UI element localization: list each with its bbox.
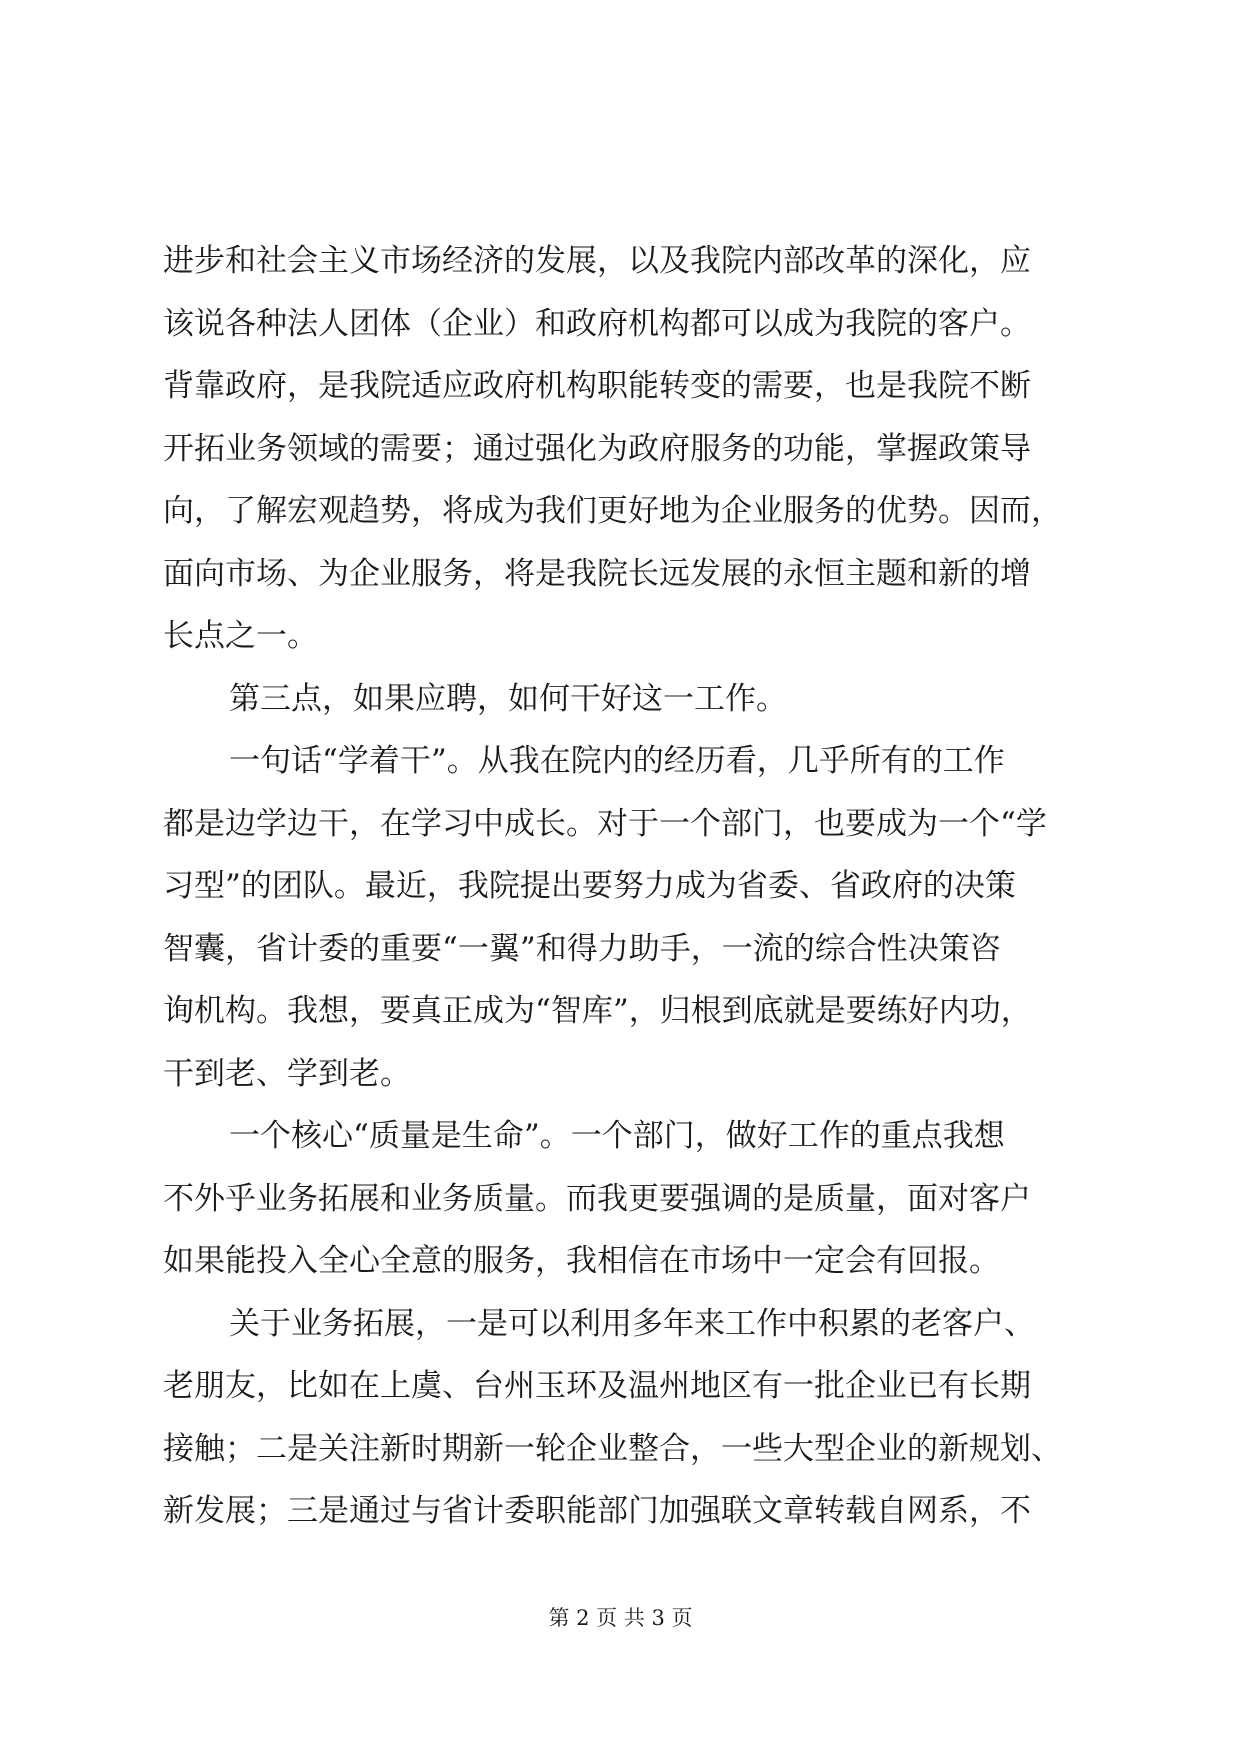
text-line: 不外乎业务拓展和业务质量。而我更要强调的是质量，面对客户	[163, 1180, 1031, 1217]
text-line: 进步和社会主义市场经济的发展，以及我院内部改革的深化，应	[163, 243, 1031, 279]
text-line: 向，了解宏观趋势，将成为我们更好地为企业服务的优势。因而，	[163, 493, 1062, 529]
text-line: 一个核心“质量是生命”。一个部门，做好工作的重点我想	[229, 1118, 1005, 1154]
text-line: 面向市场、为企业服务，将是我院长远发展的永恒主题和新的增	[163, 555, 1031, 592]
document-body	[163, 230, 1083, 1543]
text-line: 习型”的团队。最近，我院提出要努力成为省委、省政府的决策	[163, 868, 1016, 904]
text-line: 关于业务拓展，一是可以利用多年来工作中积累的老客户、	[229, 1305, 1035, 1342]
text-line: 老朋友，比如在上虞、台州玉环及温州地区有一批企业已有长期	[163, 1368, 1031, 1404]
text-line: 新发展；三是通过与省计委职能部门加强联文章转载自网系，不	[163, 1493, 1031, 1529]
text-line: 询机构。我想，要真正成为“智库”，归根到底就是要练好内功，	[163, 993, 1032, 1029]
text-line: 背靠政府，是我院适应政府机构职能转变的需要，也是我院不断	[163, 368, 1031, 404]
text-line: 接触；二是关注新时期新一轮企业整合，一些大型企业的新规划、	[163, 1430, 1062, 1467]
text-line: 长点之一。	[163, 618, 318, 654]
page-number-footer: 第 2 页 共 3 页	[548, 1606, 693, 1630]
text-line: 智囊，省计委的重要“一翼”和得力助手，一流的综合性决策咨	[163, 930, 1001, 967]
text-line: 都是边学边干，在学习中成长。对于一个部门，也要成为一个“学	[163, 805, 1047, 842]
text-line: 该说各种法人团体（企业）和政府机构都可以成为我院的客户。	[163, 305, 1031, 342]
text-line: 如果能投入全心全意的服务，我相信在市场中一定会有回报。	[163, 1243, 1000, 1279]
text-line: 一句话“学着干”。从我在院内的经历看，几乎所有的工作	[229, 743, 1005, 779]
paragraph-heading: 第三点，如果应聘，如何干好这一工作。	[229, 680, 787, 717]
text-line: 开拓业务领域的需要；通过强化为政府服务的功能，掌握政策导	[163, 430, 1031, 467]
text-line: 干到老、学到老。	[163, 1055, 411, 1092]
